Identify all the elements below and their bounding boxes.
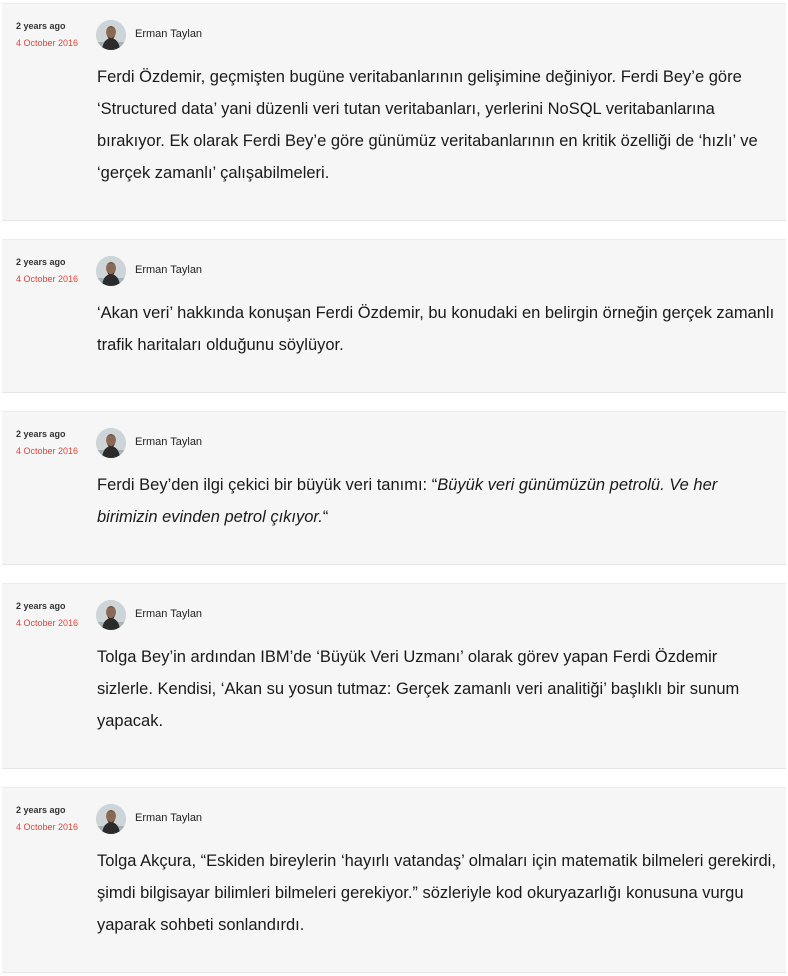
live-post bbox=[2, 583, 786, 769]
post-date[interactable]: 4 October 2016 bbox=[16, 38, 79, 48]
avatar[interactable] bbox=[96, 256, 126, 286]
post-text: Tolga Akçura, “Eskiden bireylerin ‘hayırlı vatandaş’ olmaları için matematik bilmeleri gerekirdi, şimdi bilgisayar bilimleri bilmeleri gerekiyor.” sözleriyle kod okuryazarlığı konusuna vurgu yaparak sohbeti sonlandırdı. bbox=[97, 852, 776, 934]
live-post bbox=[2, 411, 786, 565]
time-ago: 2 years ago bbox=[16, 601, 66, 611]
time-ago: 2 years ago bbox=[16, 257, 66, 267]
post-date[interactable]: 4 October 2016 bbox=[16, 274, 79, 284]
time-ago: 2 years ago bbox=[16, 805, 66, 815]
post-text-outro: “ bbox=[322, 508, 329, 526]
post-date[interactable]: 4 October 2016 bbox=[16, 822, 79, 832]
author-name[interactable]: Erman Taylan bbox=[135, 28, 203, 40]
quote-text: Büyük veri günümüzün petrolü. Ve her birimizin evinden petrol çıkıyor. bbox=[97, 476, 718, 526]
live-post bbox=[2, 239, 786, 393]
author-name[interactable]: Erman Taylan bbox=[135, 608, 203, 620]
post-text: ‘Akan veri’ hakkında konuşan Ferdi Özdemir, bu konudaki en belirgin örneğin gerçek zamanlı trafik haritaları olduğunu söylüyor. bbox=[97, 304, 775, 354]
author-name[interactable]: Erman Taylan bbox=[135, 264, 203, 276]
author-name[interactable]: Erman Taylan bbox=[135, 436, 203, 448]
post-text-intro: Ferdi Bey’den ilgi çekici bir büyük veri tanımı: “ bbox=[97, 476, 438, 494]
post-meta bbox=[16, 804, 78, 833]
post-date[interactable]: 4 October 2016 bbox=[16, 618, 79, 628]
live-post bbox=[2, 3, 786, 221]
avatar[interactable] bbox=[96, 804, 126, 834]
time-ago: 2 years ago bbox=[16, 21, 66, 31]
live-post bbox=[2, 787, 786, 973]
avatar[interactable] bbox=[96, 600, 126, 630]
post-text: Tolga Bey’in ardından IBM’de ‘Büyük Veri Uzmanı’ olarak görev yapan Ferdi Özdemir sizlerle. Kendisi, ‘Akan su yosun tutmaz: Gerçek zamanlı veri analitiği’ başlıklı bir sunum yapacak. bbox=[97, 648, 740, 730]
post-meta bbox=[16, 256, 78, 285]
post-meta bbox=[16, 600, 78, 629]
post-date[interactable]: 4 October 2016 bbox=[16, 446, 79, 456]
avatar[interactable] bbox=[96, 428, 126, 458]
avatar[interactable] bbox=[96, 20, 126, 50]
time-ago: 2 years ago bbox=[16, 429, 66, 439]
post-meta bbox=[16, 428, 78, 457]
post-text bbox=[97, 469, 777, 533]
post-text: Ferdi Özdemir, geçmişten bugüne veritabanlarının gelişimine değiniyor. Ferdi Bey’e göre ‘Structured data’ yani düzenli veri tutan veritabanları, yerlerini NoSQL veritabanlarına bırakıyor. Ek olarak Ferdi Bey’e göre günümüz veritabanlarının en kritik özelliği de ‘hızlı’ ve ‘gerçek zamanlı’ çalışabilmeleri. bbox=[97, 68, 758, 182]
post-meta bbox=[16, 20, 78, 49]
author-name[interactable]: Erman Taylan bbox=[135, 812, 203, 824]
